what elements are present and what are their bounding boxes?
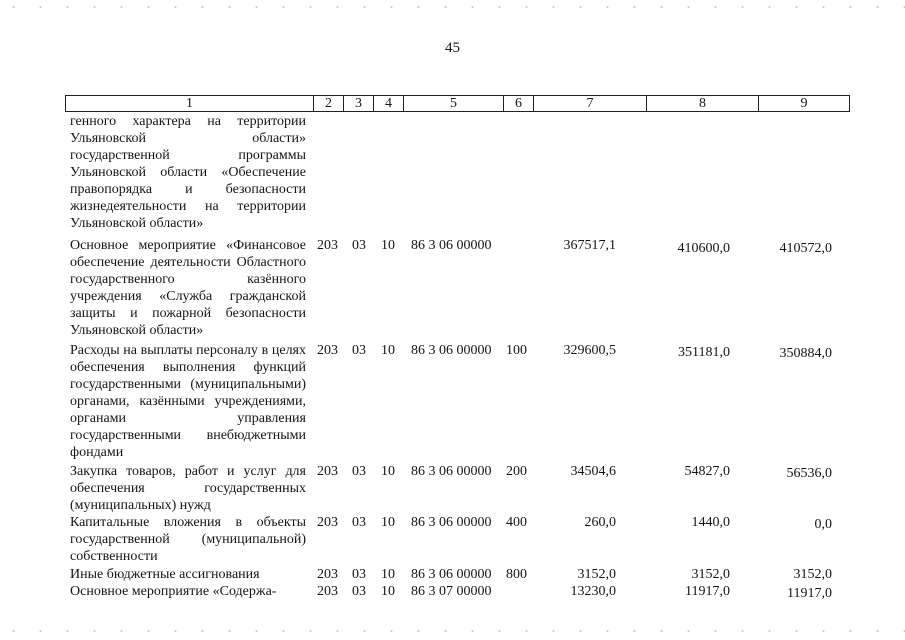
cell-vr: 400 <box>506 515 527 530</box>
cell-value-7: 34504,6 <box>570 464 616 479</box>
cell-value-7: 260,0 <box>584 515 616 530</box>
cell-value-9: 11917,0 <box>787 586 832 601</box>
header-col-7: 7 <box>533 96 646 111</box>
cell-rz: 203 <box>317 464 338 479</box>
row-description: Иные бюджетные ассигнования <box>70 567 260 582</box>
page-number: 45 <box>445 40 460 56</box>
header-col-8: 8 <box>646 96 758 111</box>
cell-value-8: 54827,0 <box>684 464 730 479</box>
cell-rz: 203 <box>317 343 338 358</box>
row-description: Основное мероприятие «Содержа- <box>70 584 277 599</box>
cell-ks: 10 <box>381 464 395 479</box>
header-col-5: 5 <box>403 96 503 111</box>
cell-ks: 10 <box>381 238 395 253</box>
cell-value-8: 3152,0 <box>691 567 730 582</box>
cell-value-8: 11917,0 <box>685 584 730 599</box>
cell-rz: 203 <box>317 515 338 530</box>
cell-pr: 03 <box>352 238 366 253</box>
cell-value-9: 0,0 <box>814 517 832 532</box>
cell-value-8: 351181,0 <box>678 345 730 360</box>
header-col-1: 1 <box>186 96 193 111</box>
row-description: Закупка товаров, работ и услуг для обеспечения государственных (муниципальных) нужд <box>70 464 306 513</box>
cell-cs: 86 3 07 00000 <box>411 584 492 599</box>
cell-ks: 10 <box>381 567 395 582</box>
header-col-9: 9 <box>758 96 849 111</box>
row-description: Расходы на выплаты персоналу в целях обеспечения выполнения функций государственными (муниципальными) органами, казёнными учреждениями, органами управления государственными внебюджетными фондами <box>70 343 306 460</box>
cell-cs: 86 3 06 00000 <box>411 515 492 530</box>
cell-cs: 86 3 06 00000 <box>411 238 492 253</box>
cell-ks: 10 <box>381 343 395 358</box>
cell-pr: 03 <box>352 464 366 479</box>
cell-vr: 200 <box>506 464 527 479</box>
cell-cs: 86 3 06 00000 <box>411 343 492 358</box>
cell-value-9: 56536,0 <box>786 466 832 481</box>
cell-value-7: 329600,5 <box>563 343 616 358</box>
row-description: Капитальные вложения в объекты государственной (муниципальной) собственности <box>70 515 306 564</box>
cell-value-9: 350884,0 <box>779 346 832 361</box>
cell-value-7: 13230,0 <box>570 584 616 599</box>
table-header-row <box>65 95 850 112</box>
cell-pr: 03 <box>352 343 366 358</box>
row-description: Основное мероприятие «Финансовое обеспечение деятельности Областного государственного казённого учреждения «Служба гражданской защиты и пожарной безопасности Ульяновской области» <box>70 238 306 338</box>
cell-rz: 203 <box>317 584 338 599</box>
top-scan-artifact <box>0 4 905 10</box>
cell-rz: 203 <box>317 567 338 582</box>
cell-vr: 100 <box>506 343 527 358</box>
cell-vr: 800 <box>506 567 527 582</box>
cell-rz: 203 <box>317 238 338 253</box>
cell-cs: 86 3 06 00000 <box>411 567 492 582</box>
cell-value-8: 1440,0 <box>691 515 730 530</box>
header-col-2: 2 <box>313 96 343 111</box>
cell-value-7: 367517,1 <box>563 238 616 253</box>
bottom-scan-artifact <box>0 628 905 634</box>
header-col-4: 4 <box>373 96 403 111</box>
row-description: генного характера на территории Ульяновской области» государственной программы Ульяновской области «Обеспечение правопорядка и безопасности жизнедеятельности на территории Ульяновской области» <box>70 114 306 231</box>
cell-pr: 03 <box>352 515 366 530</box>
cell-value-7: 3152,0 <box>577 567 616 582</box>
cell-cs: 86 3 06 00000 <box>411 464 492 479</box>
cell-value-8: 410600,0 <box>677 241 730 256</box>
cell-pr: 03 <box>352 567 366 582</box>
cell-pr: 03 <box>352 584 366 599</box>
cell-value-9: 3152,0 <box>793 567 832 582</box>
header-col-6: 6 <box>503 96 533 111</box>
cell-value-9: 410572,0 <box>779 241 832 256</box>
cell-ks: 10 <box>381 515 395 530</box>
cell-ks: 10 <box>381 584 395 599</box>
header-col-3: 3 <box>343 96 373 111</box>
